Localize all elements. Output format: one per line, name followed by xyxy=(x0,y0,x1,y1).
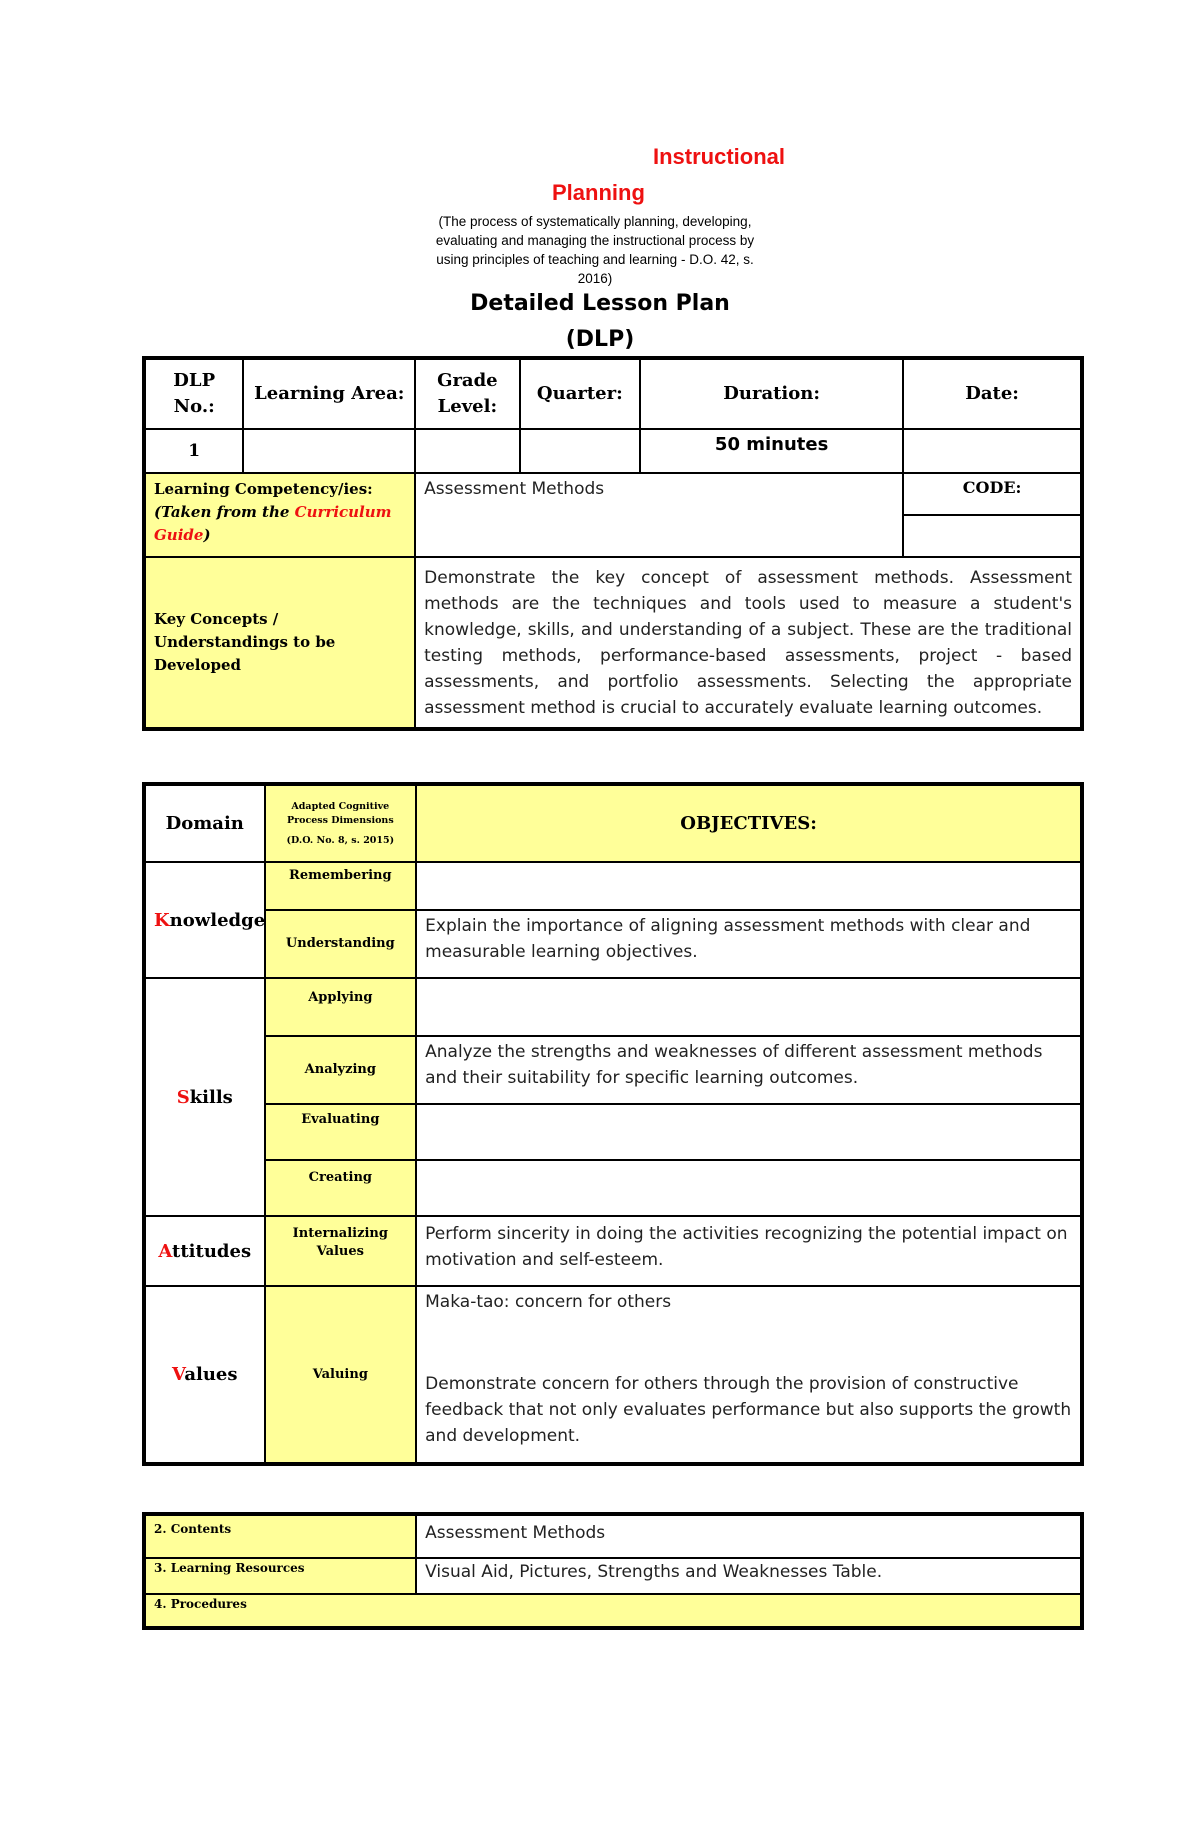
code-value xyxy=(903,515,1082,557)
applying-objective xyxy=(416,978,1082,1036)
title-planning: Planning xyxy=(552,180,645,205)
applying-label: Applying xyxy=(265,978,417,1036)
process-header-reference: (D.O. No. 8, s. 2015) xyxy=(286,834,395,846)
domain-skills xyxy=(144,978,265,1216)
competency-note-suffix: ) xyxy=(203,526,211,544)
subtitle-line: 2016) xyxy=(577,271,613,286)
date-header: Date: xyxy=(903,358,1082,429)
contents-label: 2. Contents xyxy=(144,1514,416,1558)
dlp-abbrev: (DLP) xyxy=(565,327,635,352)
domain-rest: alues xyxy=(184,1364,238,1385)
subtitle-line: using principles of teaching and learning - D.O. 42, s. xyxy=(436,252,754,267)
objectives-header: OBJECTIVES: xyxy=(416,784,1082,862)
domain-initial: V xyxy=(171,1364,185,1385)
lesson-info-table xyxy=(142,356,1084,731)
valuing-objective-text: Demonstrate concern for others through the provision of constructive feedback that not only evaluates performance but also supports the growth and development. xyxy=(425,1374,1072,1446)
grade-level-value xyxy=(415,429,519,473)
learning-resources-value: Visual Aid, Pictures, Strengths and Weaknesses Table. xyxy=(416,1558,1082,1594)
objectives-table xyxy=(142,782,1084,1466)
date-value xyxy=(903,429,1082,473)
subtitle-line: evaluating and managing the instructional process by xyxy=(435,233,755,248)
key-concepts-text: Demonstrate the key concept of assessment methods. Assessment methods are the techniques and tools used to measure a student's knowledge, skills, and understanding of a subject. These are the traditional testing methods, performance-based assessments, project - based assessments, and portfolio assessments. Selecting the appropriate assessment method is crucial to accurately evaluate learning outcomes. xyxy=(415,557,1082,729)
duration-value: 50 minutes xyxy=(640,429,903,473)
understanding-label: Understanding xyxy=(265,910,417,978)
subtitle xyxy=(395,212,795,288)
domain-knowledge xyxy=(144,862,265,978)
remembering-objective xyxy=(416,862,1082,910)
contents-table xyxy=(142,1512,1084,1630)
learning-resources-label: 3. Learning Resources xyxy=(144,1558,416,1594)
competency-note xyxy=(154,501,406,547)
curriculum-guide-link: Curriculum Guide xyxy=(154,503,392,544)
quarter-header: Quarter: xyxy=(520,358,641,429)
title-instructional: Instructional xyxy=(653,144,786,169)
evaluating-label: Evaluating xyxy=(265,1104,417,1160)
evaluating-objective xyxy=(416,1104,1082,1160)
code-label: CODE: xyxy=(903,473,1082,515)
internalizing-objective: Perform sincerity in doing the activities recognizing the potential impact on motivation and self-esteem. xyxy=(416,1216,1082,1286)
valuing-label: Valuing xyxy=(265,1286,417,1464)
remembering-label: Remembering xyxy=(265,862,417,910)
creating-objective xyxy=(416,1160,1082,1216)
valuing-objective xyxy=(416,1286,1082,1464)
valuing-objective-theme: Maka-tao: concern for others xyxy=(425,1292,672,1312)
creating-label: Creating xyxy=(265,1160,417,1216)
domain-initial: S xyxy=(176,1086,190,1108)
key-concepts-label: Key Concepts / Understandings to be Developed xyxy=(144,557,415,729)
domain-rest: ttitudes xyxy=(172,1240,252,1262)
analyzing-objective: Analyze the strengths and weaknesses of different assessment methods and their suitability for specific learning outcomes. xyxy=(416,1036,1082,1104)
domain-rest: kills xyxy=(189,1086,233,1108)
analyzing-label: Analyzing xyxy=(265,1036,417,1104)
competency-value: Assessment Methods xyxy=(415,473,903,557)
procedures-label: 4. Procedures xyxy=(144,1594,1082,1628)
internalizing-label: Internalizing Values xyxy=(265,1216,417,1286)
dlp-no-header: DLP No.: xyxy=(144,358,243,429)
domain-values xyxy=(144,1286,265,1464)
competency-note-prefix: (Taken from the xyxy=(154,503,295,521)
domain-attitudes xyxy=(144,1216,265,1286)
process-header xyxy=(265,784,417,862)
domain-initial: A xyxy=(158,1240,173,1262)
domain-header: Domain xyxy=(144,784,265,862)
subtitle-line: (The process of systematically planning, developing, xyxy=(438,214,752,229)
learning-area-header: Learning Area: xyxy=(243,358,415,429)
domain-initial: K xyxy=(154,909,170,931)
dlp-no-value: 1 xyxy=(144,429,243,473)
grade-level-header: Grade Level: xyxy=(415,358,519,429)
understanding-objective: Explain the importance of aligning assessment methods with clear and measurable learning objectives. xyxy=(416,910,1082,978)
competency-label-cell xyxy=(144,473,415,557)
duration-header: Duration: xyxy=(640,358,903,429)
domain-rest: nowledge xyxy=(169,909,266,931)
process-header-title: Adapted Cognitive Process Dimensions xyxy=(286,800,394,826)
learning-area-value xyxy=(243,429,415,473)
competency-label: Learning Competency/ies: xyxy=(154,480,373,498)
contents-value: Assessment Methods xyxy=(416,1514,1082,1558)
quarter-value xyxy=(520,429,641,473)
dlp-title: Detailed Lesson Plan xyxy=(470,291,730,316)
page-title xyxy=(0,286,1200,358)
